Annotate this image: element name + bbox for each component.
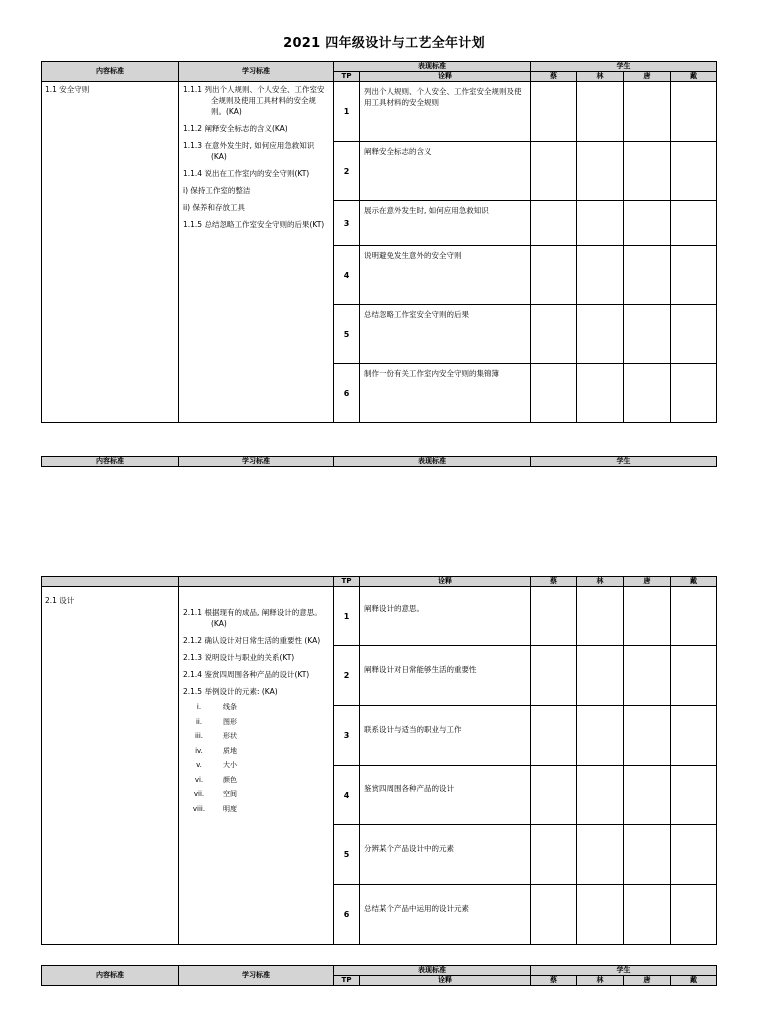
tp-level: 5 (334, 825, 360, 885)
learning-item: 1.1.4 说出在工作室内的安全守则(KT) (183, 169, 310, 178)
learning-standard-cell (179, 587, 334, 945)
plan-table-4-header (41, 965, 717, 986)
learning-item: 2.1.5 举例设计的元素: (KA) (183, 687, 278, 696)
header-performance-standard: 表现标准 (334, 457, 531, 467)
score-cell[interactable] (531, 142, 577, 201)
tp-note: 阐释设计的意思。 (360, 587, 531, 646)
learning-item: i) 保持工作室的整洁 (183, 186, 251, 195)
tp-level: 1 (334, 82, 360, 142)
score-cell[interactable] (577, 706, 624, 766)
score-cell[interactable] (577, 82, 624, 142)
score-cell[interactable] (624, 766, 671, 825)
score-cell[interactable] (531, 766, 577, 825)
learning-item: 1.1.5 总结忽略工作室安全守则的后果(KT) (183, 220, 325, 229)
score-cell[interactable] (577, 646, 624, 706)
tp-note: 总结忽略工作室安全守则的后果 (360, 305, 531, 364)
tp-note: 展示在意外发生时, 如何应用急救知识 (360, 201, 531, 246)
header-performance-standard: 表现标准 (334, 62, 531, 72)
tp-note: 制作一份有关工作室内安全守则的集锦簿 (360, 364, 531, 423)
header-student-1: 蔡 (531, 72, 577, 82)
score-cell[interactable] (577, 364, 624, 423)
header-student-1: 蔡 (531, 577, 577, 587)
tp-level: 2 (334, 142, 360, 201)
score-cell[interactable] (531, 201, 577, 246)
header-student-3: 唐 (624, 976, 671, 986)
score-cell[interactable] (531, 706, 577, 766)
tp-note: 总结某个产品中运用的设计元素 (360, 885, 531, 945)
learning-item: 1.1.1 列出个人规则、个人安全、工作室安全规则及使用工具材料的安全规则。(KA) (183, 85, 325, 116)
header-content-standard: 内容标准 (42, 457, 179, 467)
score-cell[interactable] (531, 82, 577, 142)
header-note: 诠释 (360, 577, 531, 587)
score-cell[interactable] (671, 305, 717, 364)
score-cell[interactable] (531, 305, 577, 364)
score-cell[interactable] (671, 364, 717, 423)
score-cell[interactable] (671, 142, 717, 201)
score-cell[interactable] (624, 82, 671, 142)
element-item: i. 线条 (196, 703, 237, 711)
content-standard-cell: 1.1 安全守则 (42, 82, 179, 423)
header-learning-standard: 学习标准 (179, 62, 334, 82)
plan-table-2-header (41, 456, 717, 467)
header-blank (42, 577, 179, 587)
tp-note: 阐释安全标志的含义 (360, 142, 531, 201)
header-student-2: 林 (577, 72, 624, 82)
tp-note: 说明避免发生意外的安全守则 (360, 246, 531, 305)
header-performance-standard: 表现标准 (334, 966, 531, 976)
score-cell[interactable] (577, 201, 624, 246)
page-title: 2021 四年级设计与工艺全年计划 (283, 36, 485, 51)
score-cell[interactable] (624, 587, 671, 646)
header-content-standard: 内容标准 (42, 966, 179, 986)
score-cell[interactable] (671, 587, 717, 646)
header-note: 诠释 (360, 72, 531, 82)
score-cell[interactable] (624, 246, 671, 305)
score-cell[interactable] (624, 142, 671, 201)
element-item: iii. 形状 (194, 732, 237, 740)
learning-item: 1.1.3 在意外发生时, 如何应用急救知识 (KA) (183, 141, 315, 161)
header-tp: TP (334, 976, 360, 986)
header-learning-standard: 学习标准 (179, 966, 334, 986)
score-cell[interactable] (671, 646, 717, 706)
score-cell[interactable] (671, 706, 717, 766)
learning-item: 2.1.3 说明设计与职业的关系(KT) (183, 653, 295, 662)
score-cell[interactable] (577, 885, 624, 945)
score-cell[interactable] (577, 766, 624, 825)
score-cell[interactable] (624, 646, 671, 706)
element-item: vi. 颜色 (194, 775, 237, 784)
score-cell[interactable] (624, 706, 671, 766)
learning-item: 2.1.4 鉴赏四周围各种产品的设计(KT) (183, 670, 310, 679)
score-cell[interactable] (671, 825, 717, 885)
score-cell[interactable] (671, 246, 717, 305)
tp-note: 分辨某个产品设计中的元素 (360, 825, 531, 885)
plan-table-1 (41, 61, 717, 423)
tp-level: 4 (334, 246, 360, 305)
tp-note: 阐释设计对日常能够生活的重要性 (360, 646, 531, 706)
header-student-4: 戴 (671, 72, 717, 82)
header-student-2: 林 (577, 577, 624, 587)
score-cell[interactable] (671, 201, 717, 246)
score-cell[interactable] (671, 82, 717, 142)
element-item: iv. 质地 (195, 746, 237, 755)
header-learning-standard: 学习标准 (179, 457, 334, 467)
element-item: ii. 图形 (195, 717, 237, 726)
plan-table-3 (41, 576, 717, 945)
score-cell[interactable] (531, 587, 577, 646)
header-student-3: 唐 (624, 577, 671, 587)
header-tp: TP (334, 72, 360, 82)
score-cell[interactable] (577, 142, 624, 201)
score-cell[interactable] (671, 766, 717, 825)
tp-level: 4 (334, 766, 360, 825)
score-cell[interactable] (531, 646, 577, 706)
score-cell[interactable] (624, 364, 671, 423)
header-student: 学生 (531, 966, 717, 976)
tp-level: 6 (334, 885, 360, 945)
tp-level: 1 (334, 587, 360, 646)
score-cell[interactable] (577, 305, 624, 364)
header-blank (179, 577, 334, 587)
tp-level: 5 (334, 305, 360, 364)
element-item: viii. 明度 (192, 804, 237, 813)
learning-item: 2.1.1 根据现有的成品, 阐释设计的意思。(KA) (183, 608, 322, 628)
header-student-4: 戴 (671, 577, 717, 587)
element-item: v. 大小 (196, 761, 237, 769)
score-cell[interactable] (531, 825, 577, 885)
score-cell[interactable] (531, 885, 577, 945)
header-content-standard: 内容标准 (42, 62, 179, 82)
tp-level: 3 (334, 706, 360, 766)
score-cell[interactable] (671, 885, 717, 945)
header-tp: TP (334, 577, 360, 587)
tp-note: 联系设计与适当的职业与工作 (360, 706, 531, 766)
tp-level: 2 (334, 646, 360, 706)
score-cell[interactable] (531, 364, 577, 423)
content-standard-cell: 2.1 设计 (42, 587, 179, 945)
learning-item: 1.1.2 阐释安全标志的含义(KA) (183, 124, 288, 133)
score-cell[interactable] (624, 825, 671, 885)
score-cell[interactable] (577, 825, 624, 885)
header-student-1: 蔡 (531, 976, 577, 986)
learning-item: 2.1.2 确认设计对日常生活的重要性 (KA) (183, 636, 321, 645)
score-cell[interactable] (531, 246, 577, 305)
header-student-3: 唐 (624, 72, 671, 82)
learning-standard-cell (179, 82, 334, 423)
tp-note: 列出个人规则、个人安全、工作室安全规则及使用工具材料的安全规则 (360, 82, 531, 142)
tp-level: 3 (334, 201, 360, 246)
header-student-2: 林 (577, 976, 624, 986)
header-note: 诠释 (360, 976, 531, 986)
header-student: 学生 (531, 62, 717, 72)
tp-level: 6 (334, 364, 360, 423)
tp-note: 鉴赏四周围各种产品的设计 (360, 766, 531, 825)
score-cell[interactable] (624, 305, 671, 364)
element-item: vii. 空间 (193, 790, 237, 798)
score-cell[interactable] (624, 201, 671, 246)
score-cell[interactable] (577, 246, 624, 305)
header-student: 学生 (531, 457, 717, 467)
header-student-4: 戴 (671, 976, 717, 986)
score-cell[interactable] (624, 885, 671, 945)
learning-item: ii) 保养和存放工具 (183, 203, 245, 212)
score-cell[interactable] (577, 587, 624, 646)
